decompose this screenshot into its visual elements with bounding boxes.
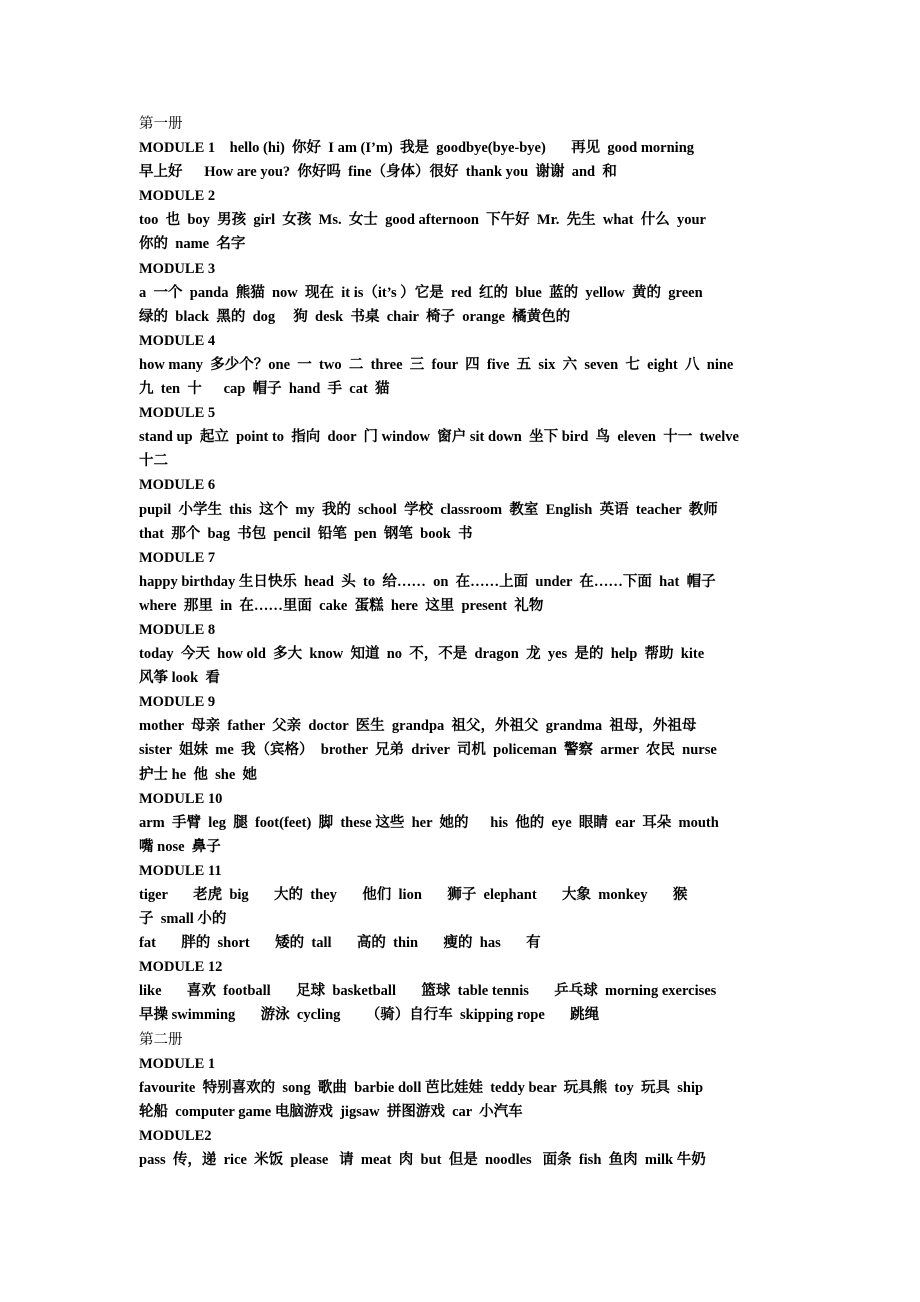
vocabulary-line: 早上好 How are you? 你好吗 fine（身体）很好 thank you 谢谢 and 和 (139, 164, 617, 181)
vocabulary-line: mother 母亲 father 父亲 doctor 医生 grandpa 祖父，外祖父 grandma 祖母，外祖母 (139, 718, 697, 735)
module-heading: MODULE 2 (139, 188, 216, 205)
module-heading: MODULE 5 (139, 405, 216, 422)
vocabulary-line: arm 手臂 leg 腿 foot(feet) 脚 these 这些 her 她的 his 他的 eye 眼睛 ear 耳朵 mouth (139, 814, 719, 831)
vocabulary-line: 绿的 black 黑的 dog 狗 desk 书桌 chair 椅子 orange 橘黄色的 (139, 308, 571, 325)
vocabulary-line: today 今天 how old 多大 know 知道 no 不，不是 dragon 龙 yes 是的 help 帮助 kite (139, 646, 705, 663)
vocabulary-line: too 也 boy 男孩 girl 女孩 Ms. 女士 good afternoon 下午好 Mr. 先生 what 什么 your (139, 212, 706, 229)
module-heading: MODULE 3 (139, 260, 216, 277)
vocabulary-line: like 喜欢 football 足球 basketball 篮球 table tennis 乒乓球 morning exercises (139, 983, 717, 1000)
vocabulary-line: that 那个 bag 书包 pencil 铅笔 pen 钢笔 book 书 (139, 525, 473, 542)
vocabulary-line: pupil 小学生 this 这个 my 我的 school 学校 classroom 教室 English 英语 teacher 教师 (139, 501, 718, 518)
vocabulary-line: where 那里 in 在……里面 cake 蛋糕 here 这里 present 礼物 (139, 597, 544, 614)
module-heading: MODULE 4 (139, 332, 216, 349)
vocabulary-line: fat 胖的 short 矮的 tall 高的 thin 瘦的 has 有 (139, 935, 541, 952)
vocabulary-line: sister 姐妹 me 我（宾格） brother 兄弟 driver 司机 policeman 警察 armer 农民 nurse (139, 742, 717, 759)
volume-heading: 第二册 (139, 1031, 183, 1048)
vocabulary-line: pass 传，递 rice 米饭 please 请 meat 肉 but 但是 noodles 面条 fish 鱼肉 milk 牛奶 (139, 1152, 706, 1169)
vocabulary-line: stand up 起立 point to 指向 door 门 window 窗户 sit down 坐下 bird 鸟 eleven 十一 twelve (139, 429, 739, 446)
module-heading: MODULE 9 (139, 694, 216, 711)
vocabulary-line: 你的 name 名字 (139, 236, 246, 253)
vocabulary-line: 嘴 nose 鼻子 (139, 838, 221, 855)
document-page (139, 112, 819, 1172)
module-heading: MODULE 10 (139, 790, 223, 807)
vocabulary-line: 九 ten 十 cap 帽子 hand 手 cat 猫 (139, 381, 390, 398)
module-heading: MODULE 1 (139, 1055, 216, 1072)
module-heading: MODULE 1 hello (hi) 你好 I am (I’m) 我是 goodbye(bye-bye) 再见 good morning (139, 140, 695, 157)
module-heading: MODULE 7 (139, 549, 216, 566)
vocabulary-line: happy birthday 生日快乐 head 头 to 给…… on 在……上面 under 在……下面 hat 帽子 (139, 573, 716, 590)
module-heading: MODULE 6 (139, 477, 216, 494)
module-heading: MODULE 11 (139, 862, 222, 879)
vocabulary-line: 子 small 小的 (139, 911, 227, 928)
vocabulary-line: favourite 特别喜欢的 song 歌曲 barbie doll 芭比娃娃 teddy bear 玩具熊 toy 玩具 ship (139, 1079, 704, 1096)
vocabulary-line: 十二 (139, 453, 168, 470)
module-heading: MODULE 12 (139, 959, 223, 976)
module-heading: MODULE 8 (139, 621, 216, 638)
vocabulary-line: a 一个 panda 熊猫 now 现在 it is（it’s ）它是 red 红的 blue 蓝的 yellow 黄的 green (139, 284, 703, 301)
vocabulary-line: 早操 swimming 游泳 cycling （骑）自行车 skipping rope 跳绳 (139, 1007, 600, 1024)
vocabulary-line: 护士 he 他 she 她 (139, 766, 258, 783)
module-heading: MODULE2 (139, 1127, 212, 1144)
volume-heading: 第一册 (139, 116, 183, 132)
vocabulary-line: how many 多少个？one 一 two 二 three 三 four 四 five 五 six 六 seven 七 eight 八 nine (139, 356, 734, 373)
vocabulary-line: 轮船 computer game 电脑游戏 jigsaw 拼图游戏 car 小汽车 (139, 1103, 523, 1120)
vocabulary-line: 风筝 look 看 (139, 670, 220, 687)
vocabulary-line: tiger 老虎 big 大的 they 他们 lion 狮子 elephant 大象 monkey 猴 (139, 887, 688, 903)
